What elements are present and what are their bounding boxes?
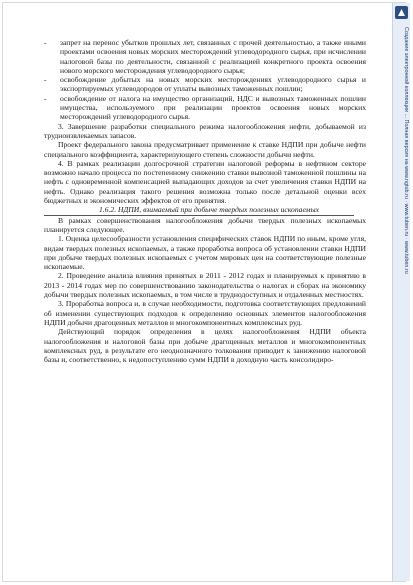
paragraph: 4. В рамках реализации долгосрочной стратегии налоговой реформы в нефтяном секторе возможно начало процесса по постепенному снижению ставки вывозной таможенной пошлины на нефть с одновременной компенсацией выпадающих доходов за счет увеличения ставки НДПИ на нефть. Однако реализация такого решения возможна только после детальной оценки всех бюджетных и экономических эффектов от его принятия.	[44, 158, 366, 206]
sidebar-watermark-text: Создание электронной коллекции ... Полная версия на www.ngtub.ru · www.tuben.ru · www.tuben.ru	[403, 27, 409, 274]
bullet-list	[44, 38, 366, 122]
list-item	[44, 94, 366, 122]
dash-marker: -	[44, 93, 47, 103]
document-body	[44, 38, 366, 364]
section-subheading: 1.6.2. НДПИ, взимаемый при добыче твердых полезных ископаемых	[44, 205, 354, 215]
paragraph: 3. Завершение разработки специального режима налогообложения нефти, добываемой из трудноизвлекаемых запасов.	[44, 121, 366, 140]
paragraph: Проект федерального закона предусматривает применение к ставке НДПИ при добыче нефти специального коэффициента, характеризующего степень сложности добычи нефти.	[44, 140, 366, 159]
list-item-text: освобождение от налога на имущество организаций, НДС и вывозных таможенных пошлин имущества, используемого при реализации проектов освоения новых морских месторождений углеводородного сырья.	[60, 93, 366, 122]
paragraph: 2. Проведение анализа влияния принятых в 2011 - 2012 годах и планируемых к принятию в 2013 - 2014 годах мер по совершенствованию законодательства о налогах и сборах на экономику добычи твердых полезных ископаемых, в том числе в труднодоступных и отдаленных местностях.	[44, 271, 366, 300]
list-item-text: запрет на перенос убытков прошлых лет, связанных с прочей деятельностью, а также иными проектами освоения новых морских месторождений углеводородного сырья, при исчислении налоговой базы по деятельности, связанной с реализацией конкретного проекта освоения нового морского месторождения углеводородного сырья;	[60, 38, 366, 75]
paragraph: В рамках совершенствования налогообложения добычи твердых полезных ископаемых планируется следующее.	[44, 215, 366, 234]
paragraph: 1. Оценка целесообразности установления специфических ставок НДПИ по иным, кроме угля, видам твердых полезных ископаемых, а также проработка вопроса об установлении ставки НДПИ при добыче твердых полезных ископаемых с учетом мировых цен на соответствующие полезные ископаемые.	[44, 234, 366, 272]
list-item-text: освобождение добытых на новых морских месторождениях углеводородного сырья и экспортируемых углеводородов от уплаты вывозных таможенных пошлин;	[60, 75, 366, 94]
list-item	[44, 38, 366, 75]
dash-marker: -	[44, 38, 47, 47]
paragraph: 3. Проработка вопроса и, в случае необходимости, подготовка соответствующих предложений об изменении существующих подходов к определению основных элементов налогообложения НДПИ добычи драгоценных металлов и многокомпонентных комплексных руд.	[44, 299, 366, 327]
list-item	[44, 75, 366, 94]
sidebar	[392, 3, 410, 581]
paragraph: Действующий порядок определения в целях налогообложения НДПИ объекта налогообложения и налоговой базы при добыче драгоценных металлов и многокомпонентных комплексных руд, в результате его неоднозначного толкования приводит к занижению налоговой базы и, соответственно, к недопоступлению сумм НДПИ в доходную часть консолидиро-	[44, 327, 366, 365]
library-logo-icon	[395, 6, 408, 19]
dash-marker: -	[44, 75, 47, 85]
